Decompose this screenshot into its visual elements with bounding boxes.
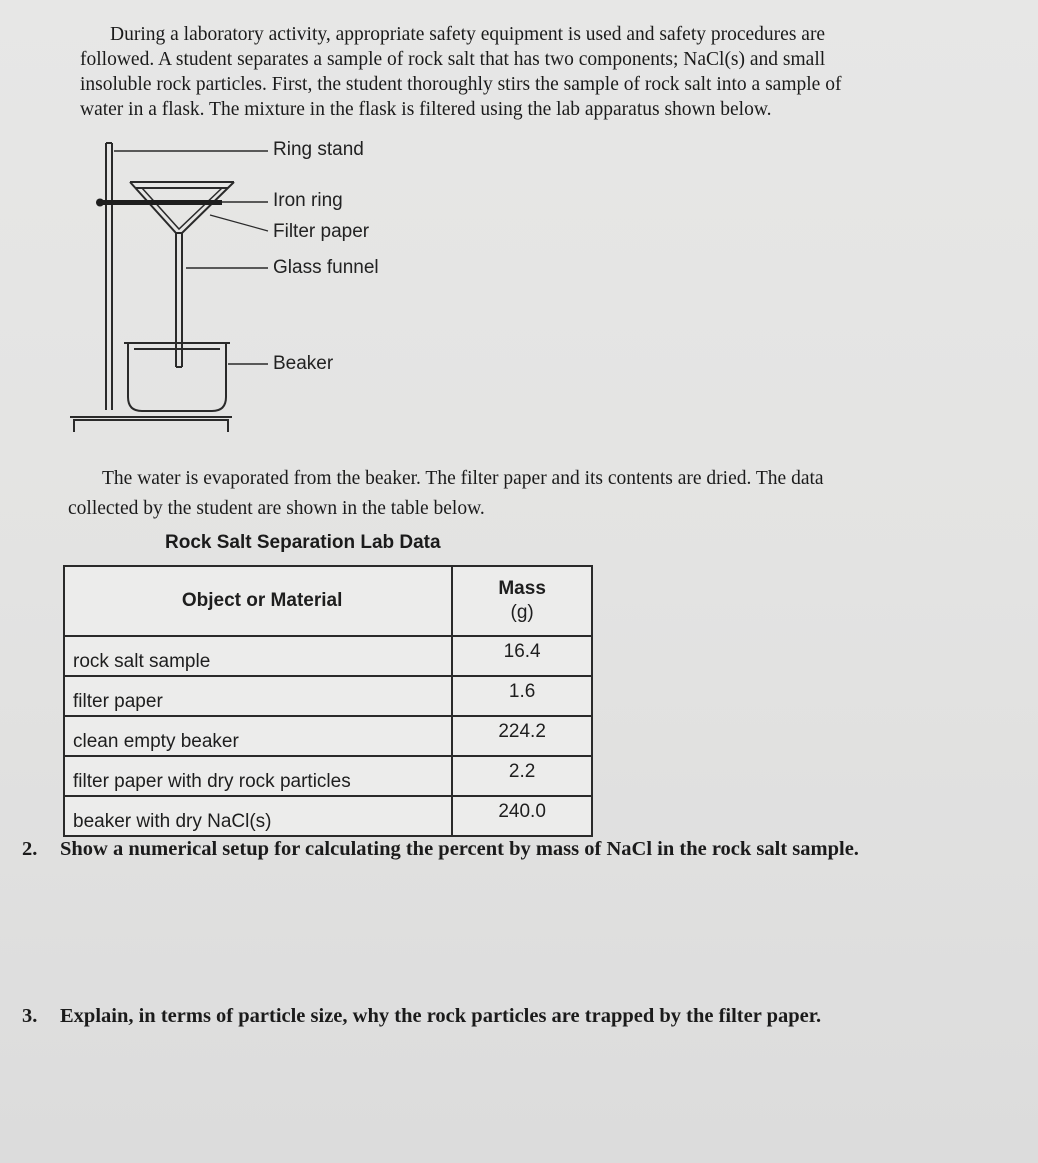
question-text: Explain, in terms of particle size, why the rock particles are trapped by the filter paper. <box>60 1005 822 1027</box>
row-mass-value: 16.4 <box>452 636 592 676</box>
label-ring-stand: Ring stand <box>273 139 364 160</box>
header-mass-unit: (g) <box>510 602 534 623</box>
filtration-apparatus-diagram <box>60 135 420 440</box>
row-material-name: filter paper <box>64 676 452 716</box>
header-mass-label: Mass <box>498 578 546 599</box>
intro-line: During a laboratory activity, appropriate safety equipment is used and safety procedures are <box>110 24 826 45</box>
table-row <box>64 716 592 756</box>
label-iron-ring: Iron ring <box>273 190 343 211</box>
intro-paragraph <box>80 22 1010 122</box>
ring-stand-base <box>74 420 228 432</box>
paragraph-line: The water is evaporated from the beaker. The filter paper and its contents are dried. The data <box>102 468 824 489</box>
table-header-row <box>64 566 592 636</box>
row-mass-value: 1.6 <box>452 676 592 716</box>
row-mass-value: 224.2 <box>452 716 592 756</box>
row-mass-value: 2.2 <box>452 756 592 796</box>
label-beaker: Beaker <box>273 353 334 374</box>
row-mass-value: 240.0 <box>452 796 592 836</box>
question-text: Show a numerical setup for calculating the percent by mass of NaCl in the rock salt sample. <box>60 838 859 860</box>
paragraph-line: collected by the student are shown in the table below. <box>68 498 485 519</box>
label-glass-funnel: Glass funnel <box>273 257 379 278</box>
table-row <box>64 676 592 716</box>
evaporation-paragraph <box>68 464 1028 524</box>
question-number: 3. <box>22 1005 38 1027</box>
label-filter-paper: Filter paper <box>273 221 370 242</box>
header-object-or-material: Object or Material <box>64 566 452 636</box>
lab-data-table <box>63 565 593 837</box>
row-material-name: filter paper with dry rock particles <box>64 756 452 796</box>
header-mass <box>452 566 592 636</box>
intro-line: insoluble rock particles. First, the student thoroughly stirs the sample of rock salt into a sample of <box>80 74 842 95</box>
question-2 <box>22 838 859 861</box>
table-row <box>64 796 592 836</box>
row-material-name: beaker with dry NaCl(s) <box>64 796 452 836</box>
row-material-name: rock salt sample <box>64 636 452 676</box>
question-3 <box>22 1005 821 1028</box>
table-title: Rock Salt Separation Lab Data <box>165 532 441 553</box>
iron-ring-bar <box>98 200 222 205</box>
ring-clamp-knob <box>96 199 104 207</box>
table-row <box>64 756 592 796</box>
intro-line: water in a flask. The mixture in the flask is filtered using the lab apparatus shown below. <box>80 99 772 120</box>
question-number: 2. <box>22 838 38 860</box>
table-row <box>64 636 592 676</box>
apparatus-drawing <box>60 135 420 440</box>
intro-line: followed. A student separates a sample of rock salt that has two components; NaCl(s) and small <box>80 49 826 70</box>
row-material-name: clean empty beaker <box>64 716 452 756</box>
